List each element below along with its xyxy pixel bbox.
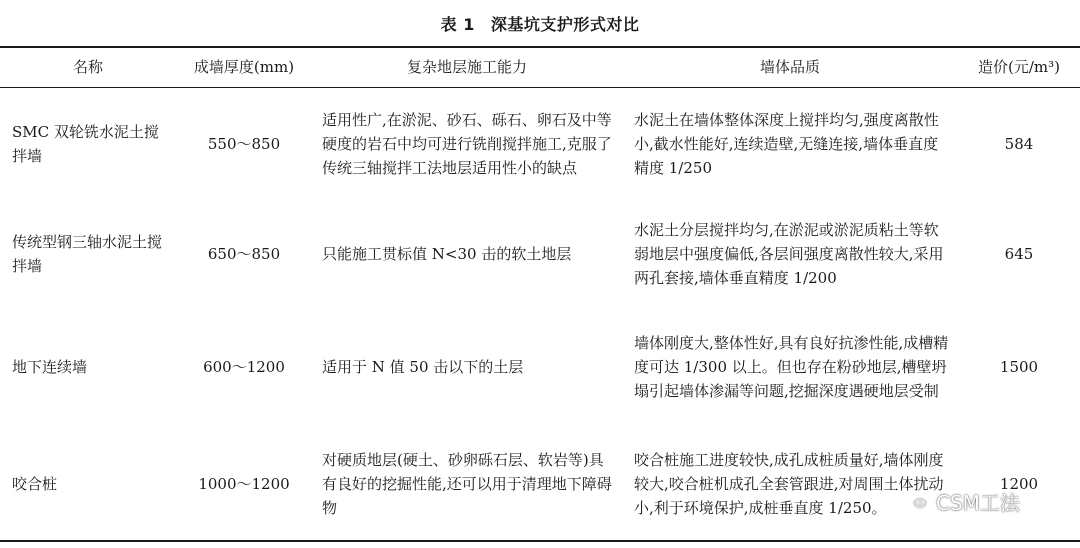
cell-name: 咬合桩 — [0, 427, 176, 541]
table-row — [0, 201, 1080, 307]
header-ability: 复杂地层施工能力 — [312, 47, 622, 87]
header-row — [0, 47, 1080, 87]
cell-quality: 水泥土在墙体整体深度上搅拌均匀,强度离散性小,截水性能好,连续造壁,无缝连接,墙体垂直度精度 1/250 — [634, 111, 939, 178]
header-quality: 墙体品质 — [622, 47, 958, 87]
cell-thickness: 550～850 — [207, 135, 281, 154]
cell-cost: 645 — [1004, 245, 1034, 263]
header-thickness: 成墙厚度(mm) — [176, 47, 312, 87]
comparison-table — [0, 46, 1080, 542]
table-caption — [0, 12, 1080, 35]
cell-name: 地下连续墙 — [12, 358, 88, 376]
table-row — [0, 87, 1080, 201]
cell-cost: 584 — [1004, 135, 1034, 154]
cell-ability: 对硬质地层(硬土、砂卵砾石层、软岩等)具有良好的挖掘性能,还可以用于清理地下障碍物 — [312, 427, 622, 541]
cell-cost: 1200 — [958, 427, 1080, 541]
cell-thickness: 650～850 — [207, 245, 281, 263]
cell-quality: 水泥土分层搅拌均匀,在淤泥或淤泥质粘土等软弱地层中强度偏低,各层间强度离散性较大,采用两孔套接,墙体垂直精度 1/200 — [634, 221, 944, 287]
cell-name: 传统型钢三轴水泥土搅拌墙 — [12, 233, 163, 275]
table-row — [0, 427, 1080, 541]
wechat-icon — [902, 489, 930, 513]
cell-cost: 1500 — [999, 358, 1039, 376]
watermark-text: CSM工法 — [936, 490, 1020, 515]
cell-ability: 只能施工贯标值 N<30 击的软土地层 — [322, 245, 572, 263]
watermark — [902, 486, 1020, 516]
header-cost: 造价(元/m³) — [958, 47, 1080, 87]
cell-quality: 咬合桩施工进度较快,成孔成桩质量好,墙体刚度较大,咬合桩机成孔全套管跟进,对周围土体扰动小,利于环境保护,成桩垂直度 1/250。 — [622, 427, 958, 541]
table-number: 表 1 — [440, 15, 475, 34]
table-row — [0, 307, 1080, 427]
cell-quality: 墙体刚度大,整体性好,具有良好抗渗性能,成槽精度可达 1/300 以上。但也存在粉砂地层,槽壁坍塌引起墙体渗漏等问题,挖掘深度遇硬地层受制 — [634, 334, 949, 400]
header-name: 名称 — [0, 47, 176, 87]
cell-thickness: 1000～1200 — [176, 427, 312, 541]
cell-thickness: 600～1200 — [203, 358, 285, 376]
cell-ability: 适用于 N 值 50 击以下的土层 — [322, 358, 524, 376]
table-title: 深基坑支护形式对比 — [490, 15, 640, 34]
cell-name: SMC 双轮铣水泥土搅拌墙 — [12, 123, 159, 166]
cell-ability: 适用性广,在淤泥、砂石、砾石、卵石及中等硬度的岩石中均可进行铣削搅拌施工,克服了传统三轴搅拌工法地层适用性小的缺点 — [322, 111, 612, 178]
